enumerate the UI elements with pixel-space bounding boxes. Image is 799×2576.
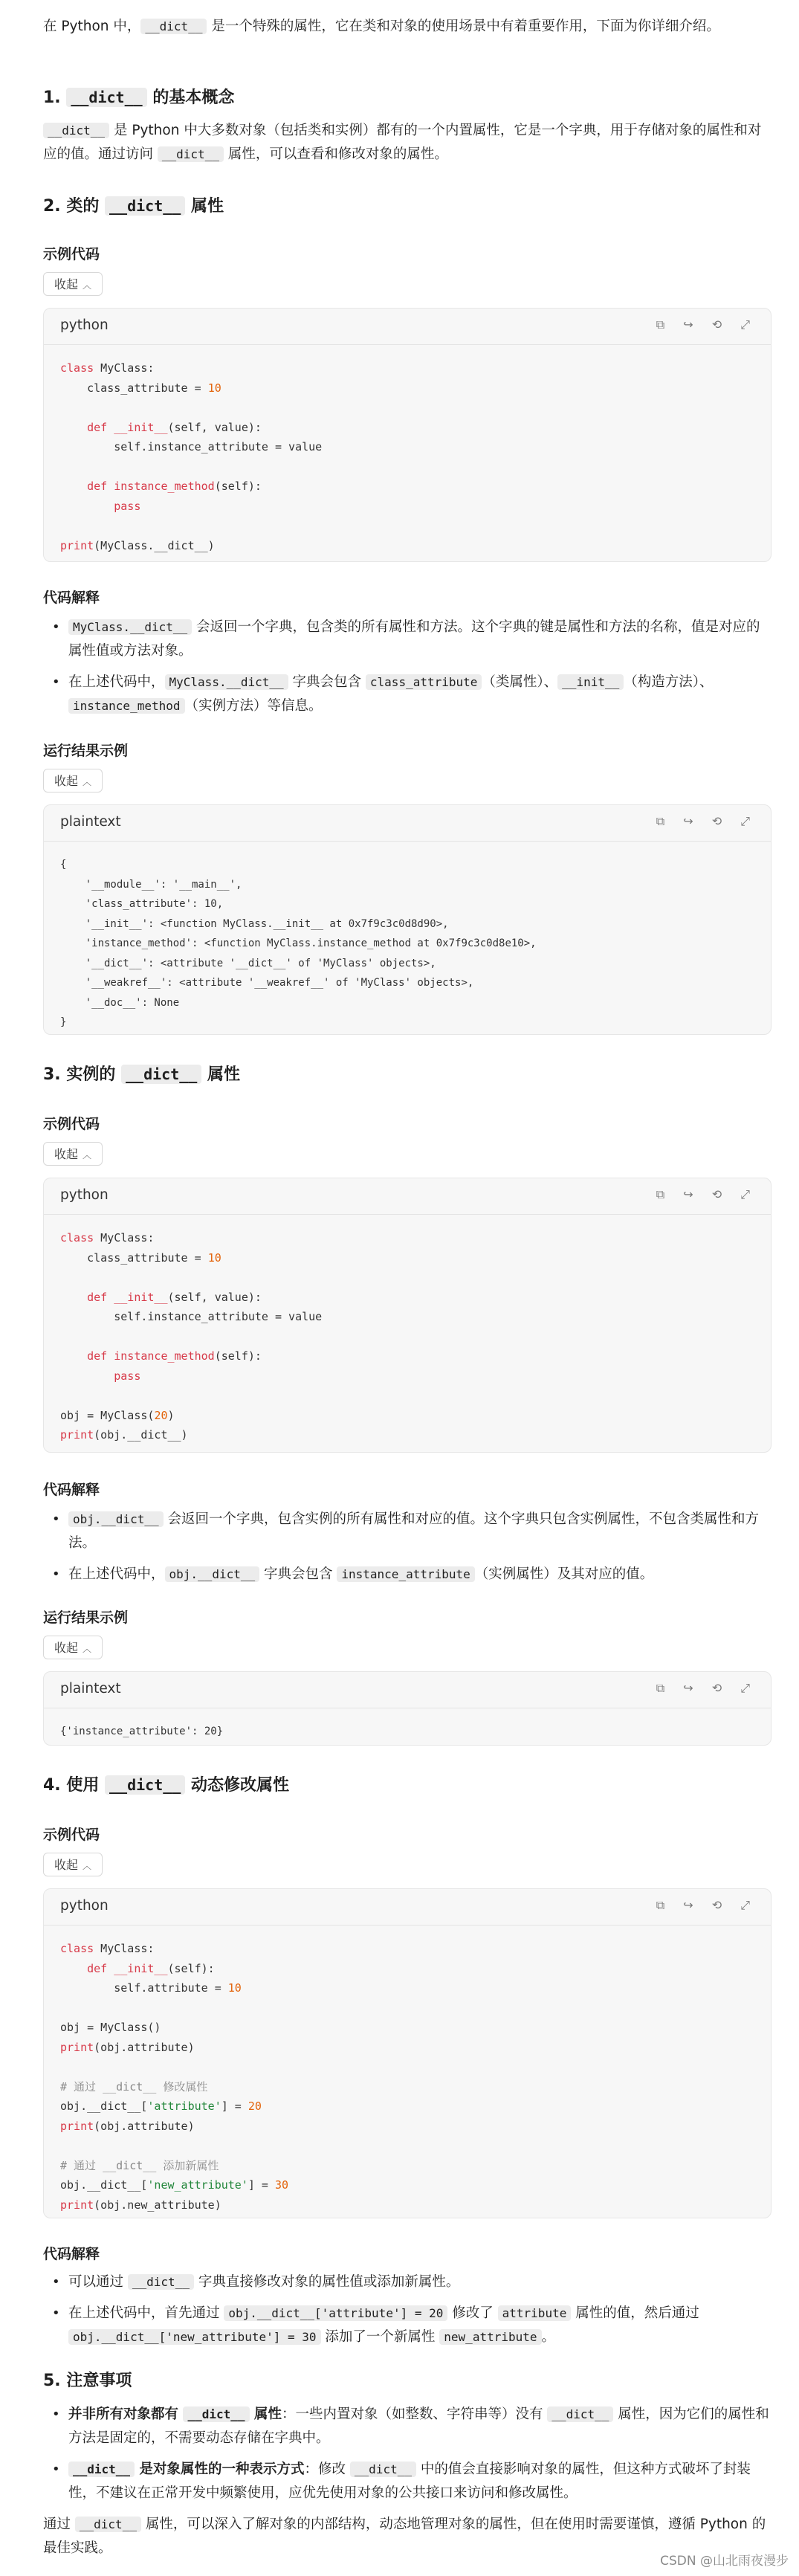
s3-explain-label: 代码解释 [43,1482,100,1498]
watermark: CSDN @山北雨夜漫步 [660,2554,789,2569]
s2-output-collapse-button[interactable]: 收起 ︿ [43,769,103,793]
s4-collapse-button[interactable]: 收起 ︿ [43,1853,103,1876]
chevron-up-icon: ︿ [83,1861,92,1871]
chevron-up-icon: ︿ [83,1150,92,1161]
s3-collapse-button[interactable]: 收起 ︿ [43,1142,103,1166]
chevron-up-icon: ︿ [83,777,92,787]
code-content: { '__module__': '__main__', 'class_attribute': 10, '__init__': <function MyClass.__init__ at 0x7f9c3c0d8d90>, 'instance_method': <function MyClass.instance_method at 0x7f9c3c0d8e10>, '__dict__': <attribute '__dict__' of 'MyClass' objects>, '__weakref__': <attribute '__weakref__' of 'MyClass' objects>, '__doc__': None } [60,859,537,1028]
s4-example-label: 示例代码 [43,1827,100,1843]
code-content: class MyClass: class_attribute = 10 def __init__(self, value): self.instance_attribute = value def instance_method(self): pass print(MyClass.__dict__) [60,361,323,552]
intro-paragraph: 在 Python 中， __dict__ 是一个特殊的属性，它在类和对象的使用场景中有着重要作用，下面为你详细介绍。 [43,19,720,34]
s3-example-label: 示例代码 [43,1116,100,1132]
list-item: • 在上述代码中， MyClass.__dict__ 字典会包含 class_attribute （类属性）、 __init__ （构造方法）、instance_method （实例方法）等信息。 [43,671,771,718]
list-item: • 并非所有对象都有 __dict__ 属性：一些内置对象（如整数、字符串等）没有 __dict__ 属性，因为它们的属性和方法是固定的，不需要动态存储在字典中。 [43,2403,771,2450]
s2-output-block [43,804,771,1035]
list-item: • MyClass.__dict__ 会返回一个字典，包含类的所有属性和方法。这个字典的键是属性和方法的名称，值是对应的属性值或方法对象。 [43,616,771,663]
s2-result-label: 运行结果示例 [43,743,129,759]
s3-output-block [43,1671,771,1746]
code-language-label: python [60,1898,109,1914]
chevron-up-icon: ︿ [83,1644,92,1654]
code-toolbar-icons[interactable]: ⧉ ↪ ⟲ ⤢ [656,1681,757,1695]
section1-paragraph: __dict__ 是 Python 中大多数对象（包括类和实例）都有的一个内置属性，它是一个字典，用于存储对象的属性和对应的值。通过访问 __dict__ 属性，可以查看和修改对象的属性。 [43,123,762,162]
s3-code-block [43,1178,771,1453]
s4-explain-label: 代码解释 [43,2246,100,2262]
section1-heading: 1. __dict__ 的基本概念 [43,88,235,107]
closing-paragraph: 通过 __dict__ 属性，可以深入了解对象的内部结构，动态地管理对象的属性，但在使用时需要谨慎，遵循 Python 的最佳实践。 [43,2517,766,2556]
s2-explain-label: 代码解释 [43,590,100,606]
section5-heading: 5. 注意事项 [43,2372,132,2390]
code-toolbar-icons[interactable]: ⧉ ↪ ⟲ ⤢ [656,317,757,332]
code-content: class MyClass: def __init__(self): self.attribute = 10 obj = MyClass() print(obj.attribute) # 通过 __dict__ 修改属性 obj.__dict__['attribute'] = 20 print(obj.attribute) # 通过 __dict__ 添加新属性 obj.__dict__['new_attribute'] = 30 print(obj.new_attribute) [60,1942,289,2212]
s2-collapse-button[interactable]: 收起 ︿ [43,272,103,296]
s3-result-label: 运行结果示例 [43,1610,129,1626]
section3-heading: 3. 实例的 __dict__ 属性 [43,1065,240,1084]
list-item: • __dict__ 是对象属性的一种表示方式：修改 __dict__ 中的值会直接影响对象的属性，但这种方式破坏了封装性，不建议在正常开发中频繁使用，应优先使用对象的公共接口来访问和修改属性。 [43,2458,771,2505]
s4-code-block [43,1888,771,2218]
list-item: • obj.__dict__ 会返回一个字典，包含实例的所有属性和对应的值。这个字典只包含实例属性，不包含类属性和方法。 [43,1508,771,1555]
section4-heading: 4. 使用 __dict__ 动态修改属性 [43,1776,289,1795]
code-toolbar-icons[interactable]: ⧉ ↪ ⟲ ⤢ [656,1187,757,1201]
code-toolbar-icons[interactable]: ⧉ ↪ ⟲ ⤢ [656,1898,757,1912]
list-item: • 在上述代码中，首先通过 obj.__dict__['attribute'] = 20 修改了 attribute 属性的值，然后通过 obj.__dict__['new_attribute'] = 30 添加了一个新属性 new_attribute 。 [43,2302,771,2349]
section2-heading: 2. 类的 __dict__ 属性 [43,197,224,216]
s2-explain-list [43,616,771,718]
list-item: • 可以通过 __dict__ 字典直接修改对象的属性值或添加新属性。 [43,2270,771,2294]
code-language-label: plaintext [60,1681,121,1697]
code-content: {'instance_attribute': 20} [60,1726,224,1737]
s3-explain-list [43,1508,771,1586]
s4-explain-list [43,2270,771,2349]
code-language-label: python [60,1187,109,1203]
code-language-label: python [60,317,109,333]
s3-output-collapse-button[interactable]: 收起 ︿ [43,1636,103,1659]
code-language-label: plaintext [60,814,121,830]
s2-code-block [43,308,771,562]
s2-example-label: 示例代码 [43,246,100,262]
code-content: class MyClass: class_attribute = 10 def __init__(self, value): self.instance_attribute = value def instance_method(self): pass obj = MyClass(20) print(obj.__dict__) [60,1231,323,1442]
chevron-up-icon: ︿ [83,280,92,291]
list-item: • 在上述代码中， obj.__dict__ 字典会包含 instance_attribute （实例属性）及其对应的值。 [43,1563,771,1586]
code-toolbar-icons[interactable]: ⧉ ↪ ⟲ ⤢ [656,814,757,828]
s5-list [43,2403,771,2505]
